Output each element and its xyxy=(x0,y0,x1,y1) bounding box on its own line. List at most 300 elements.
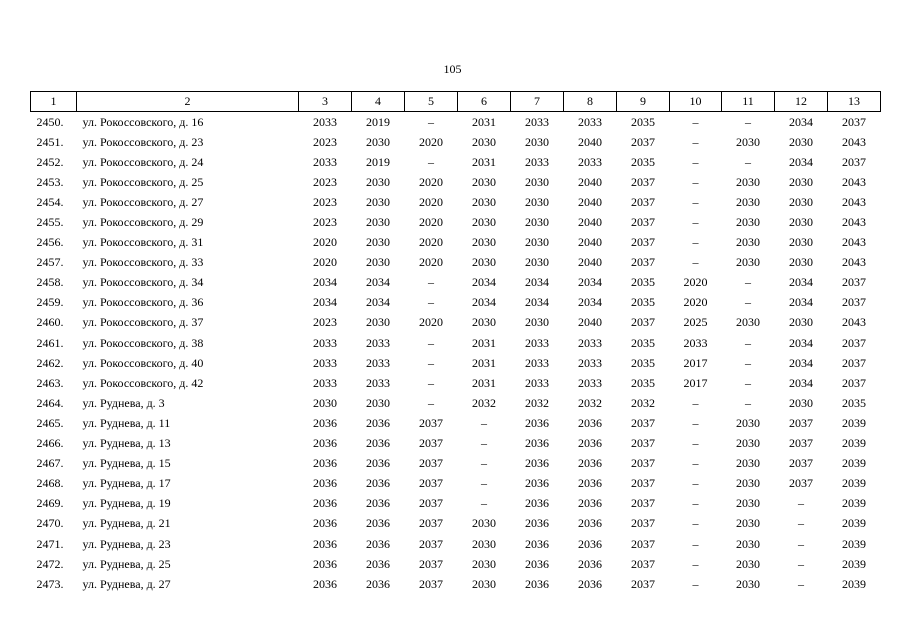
row-number-cell: 2450. xyxy=(36,114,64,129)
column-header: 11 xyxy=(722,92,775,112)
year-cell: 2036 xyxy=(366,476,390,491)
year-cell: 2043 xyxy=(842,235,866,250)
year-cell: 2032 xyxy=(578,395,602,410)
year-cell: 2037 xyxy=(631,556,655,571)
year-cell: 2030 xyxy=(525,194,549,209)
year-cell: 2037 xyxy=(419,576,443,591)
year-cell: 2039 xyxy=(842,415,866,430)
table-row xyxy=(31,313,881,333)
year-cell: 2030 xyxy=(789,235,813,250)
year-cell: 2036 xyxy=(366,436,390,451)
year-cell: – xyxy=(692,134,699,149)
year-cell: 2033 xyxy=(313,375,337,390)
year-cell: – xyxy=(481,436,487,451)
year-cell: 2036 xyxy=(578,496,602,511)
year-cell: 2036 xyxy=(525,436,549,451)
year-cell: – xyxy=(428,395,434,410)
year-cell: 2035 xyxy=(631,355,655,370)
year-cell: 2019 xyxy=(366,154,390,169)
year-cell: 2037 xyxy=(842,275,866,290)
table-row xyxy=(31,212,881,232)
year-cell: 2036 xyxy=(578,576,602,591)
year-cell: 2030 xyxy=(736,315,760,330)
year-cell: – xyxy=(692,174,699,189)
data-table xyxy=(30,91,881,594)
year-cell: 2037 xyxy=(419,476,443,491)
year-cell: 2031 xyxy=(472,154,496,169)
year-cell: 2036 xyxy=(313,536,337,551)
year-cell: 2034 xyxy=(313,295,337,310)
year-cell: 2020 xyxy=(419,134,443,149)
year-cell: 2036 xyxy=(525,456,549,471)
year-cell: 2035 xyxy=(631,335,655,350)
year-cell: 2037 xyxy=(842,355,866,370)
year-cell: 2020 xyxy=(683,295,708,310)
year-cell: 2020 xyxy=(419,315,443,330)
year-cell: 2031 xyxy=(472,114,496,129)
year-cell: – xyxy=(481,496,487,511)
year-cell: 2030 xyxy=(366,255,390,270)
table-row xyxy=(31,333,881,353)
year-cell: – xyxy=(745,275,751,290)
year-cell: 2030 xyxy=(736,476,760,491)
year-cell: 2043 xyxy=(842,215,866,230)
year-cell: – xyxy=(798,496,804,511)
year-cell: 2037 xyxy=(419,556,443,571)
table-row xyxy=(31,554,881,574)
year-cell: 2037 xyxy=(419,516,443,531)
year-cell: 2037 xyxy=(789,456,813,471)
address-cell: ул. Руднева, д. 19 xyxy=(82,496,171,511)
year-cell: 2036 xyxy=(578,456,602,471)
year-cell: 2030 xyxy=(366,215,390,230)
year-cell: – xyxy=(692,415,699,430)
address-cell: ул. Рокоссовского, д. 16 xyxy=(82,114,204,129)
year-cell: 2040 xyxy=(578,174,602,189)
year-cell: 2034 xyxy=(525,275,549,290)
address-cell: ул. Рокоссовского, д. 27 xyxy=(82,194,204,209)
column-header: 3 xyxy=(299,92,352,112)
year-cell: 2033 xyxy=(313,335,337,350)
year-cell: 2030 xyxy=(313,395,337,410)
row-number-cell: 2460. xyxy=(36,315,64,330)
year-cell: 2030 xyxy=(789,134,813,149)
address-cell: ул. Рокоссовского, д. 38 xyxy=(82,335,204,350)
year-cell: 2037 xyxy=(631,235,655,250)
address-cell: ул. Руднева, д. 23 xyxy=(82,536,171,551)
year-cell: 2030 xyxy=(736,194,760,209)
year-cell: – xyxy=(692,114,699,129)
year-cell: – xyxy=(481,415,487,430)
year-cell: 2036 xyxy=(313,556,337,571)
year-cell: 2037 xyxy=(631,476,655,491)
year-cell: 2030 xyxy=(736,415,760,430)
year-cell: 2036 xyxy=(366,516,390,531)
address-cell: ул. Руднева, д. 25 xyxy=(82,556,171,571)
table-row xyxy=(31,112,881,133)
year-cell: 2037 xyxy=(419,496,443,511)
column-header: 13 xyxy=(828,92,881,112)
year-cell: – xyxy=(692,476,699,491)
year-cell: 2035 xyxy=(631,375,655,390)
table-row xyxy=(31,494,881,514)
year-cell: 2036 xyxy=(578,536,602,551)
year-cell: 2037 xyxy=(419,536,443,551)
address-cell: ул. Рокоссовского, д. 34 xyxy=(82,275,204,290)
column-header: 9 xyxy=(617,92,670,112)
year-cell: – xyxy=(798,516,804,531)
row-number-cell: 2464. xyxy=(36,395,64,410)
year-cell: 2030 xyxy=(736,496,760,511)
year-cell: 2017 xyxy=(683,355,708,370)
year-cell: 2040 xyxy=(578,215,602,230)
year-cell: 2043 xyxy=(842,134,866,149)
year-cell: 2030 xyxy=(736,516,760,531)
year-cell: 2037 xyxy=(631,174,655,189)
table-row xyxy=(31,574,881,594)
year-cell: 2020 xyxy=(419,215,443,230)
year-cell: 2034 xyxy=(578,295,602,310)
year-cell: – xyxy=(692,255,699,270)
year-cell: 2037 xyxy=(419,456,443,471)
year-cell: 2037 xyxy=(419,436,443,451)
year-cell: 2039 xyxy=(842,496,866,511)
table-row xyxy=(31,192,881,212)
year-cell: 2036 xyxy=(366,456,390,471)
year-cell: 2037 xyxy=(842,114,866,129)
year-cell: 2034 xyxy=(789,114,813,129)
year-cell: 2037 xyxy=(631,576,655,591)
column-header: 6 xyxy=(458,92,511,112)
address-cell: ул. Руднева, д. 15 xyxy=(82,456,171,471)
year-cell: – xyxy=(692,496,699,511)
year-cell: 2030 xyxy=(472,315,496,330)
year-cell: 2030 xyxy=(736,255,760,270)
row-number-cell: 2463. xyxy=(36,375,64,390)
column-header: 7 xyxy=(511,92,564,112)
year-cell: 2036 xyxy=(578,516,602,531)
year-cell: 2037 xyxy=(631,516,655,531)
year-cell: 2030 xyxy=(736,556,760,571)
year-cell: – xyxy=(692,395,699,410)
year-cell: 2020 xyxy=(419,174,443,189)
year-cell: 2034 xyxy=(313,275,337,290)
year-cell: 2023 xyxy=(313,174,337,189)
year-cell: 2033 xyxy=(313,154,337,169)
year-cell: – xyxy=(745,154,751,169)
table-row xyxy=(31,273,881,293)
row-number-cell: 2457. xyxy=(36,255,64,270)
year-cell: 2037 xyxy=(631,496,655,511)
year-cell: 2035 xyxy=(631,154,655,169)
row-number-cell: 2471. xyxy=(36,536,64,551)
year-cell: 2030 xyxy=(366,134,390,149)
address-cell: ул. Рокоссовского, д. 25 xyxy=(82,174,204,189)
row-number-cell: 2465. xyxy=(36,415,64,430)
year-cell: 2030 xyxy=(472,576,496,591)
address-cell: ул. Рокоссовского, д. 40 xyxy=(82,355,204,370)
year-cell: 2030 xyxy=(366,315,390,330)
year-cell: – xyxy=(745,295,751,310)
year-cell: 2040 xyxy=(578,134,602,149)
year-cell: 2030 xyxy=(736,456,760,471)
row-number-cell: 2453. xyxy=(36,174,64,189)
row-number-cell: 2452. xyxy=(36,154,64,169)
row-number-cell: 2462. xyxy=(36,355,64,370)
year-cell: 2033 xyxy=(366,335,390,350)
year-cell: 2033 xyxy=(578,355,602,370)
year-cell: 2037 xyxy=(789,476,813,491)
year-cell: 2037 xyxy=(419,415,443,430)
year-cell: 2033 xyxy=(578,335,602,350)
table-body xyxy=(31,112,881,595)
column-header: 4 xyxy=(352,92,405,112)
year-cell: 2035 xyxy=(631,295,655,310)
year-cell: 2036 xyxy=(525,516,549,531)
year-cell: 2033 xyxy=(683,335,708,350)
year-cell: 2036 xyxy=(578,415,602,430)
year-cell: 2034 xyxy=(789,295,813,310)
year-cell: 2036 xyxy=(578,436,602,451)
year-cell: 2037 xyxy=(631,415,655,430)
year-cell: – xyxy=(745,114,751,129)
year-cell: 2033 xyxy=(525,114,549,129)
year-cell: 2037 xyxy=(631,456,655,471)
year-cell: 2043 xyxy=(842,194,866,209)
year-cell: 2034 xyxy=(789,335,813,350)
column-header: 1 xyxy=(31,92,77,112)
year-cell: 2030 xyxy=(472,536,496,551)
year-cell: 2043 xyxy=(842,255,866,270)
address-cell: ул. Рокоссовского, д. 24 xyxy=(82,154,204,169)
column-header: 2 xyxy=(77,92,299,112)
address-cell: ул. Руднева, д. 17 xyxy=(82,476,171,491)
year-cell: 2033 xyxy=(578,375,602,390)
table-row xyxy=(31,534,881,554)
table-row xyxy=(31,373,881,393)
year-cell: 2030 xyxy=(736,536,760,551)
year-cell: 2030 xyxy=(366,194,390,209)
year-cell: 2035 xyxy=(842,395,866,410)
year-cell: 2036 xyxy=(313,476,337,491)
year-cell: 2030 xyxy=(472,255,496,270)
year-cell: – xyxy=(428,114,434,129)
year-cell: 2037 xyxy=(842,154,866,169)
year-cell: 2032 xyxy=(631,395,655,410)
row-number-cell: 2467. xyxy=(36,456,64,471)
year-cell: 2030 xyxy=(789,174,813,189)
table-row xyxy=(31,353,881,373)
year-cell: 2036 xyxy=(313,456,337,471)
year-cell: 2031 xyxy=(472,375,496,390)
year-cell: 2034 xyxy=(789,375,813,390)
table-row xyxy=(31,172,881,192)
year-cell: 2036 xyxy=(525,415,549,430)
page-number: 105 xyxy=(443,62,462,76)
year-cell: – xyxy=(798,556,804,571)
year-cell: 2040 xyxy=(578,194,602,209)
year-cell: – xyxy=(428,275,434,290)
year-cell: 2040 xyxy=(578,315,602,330)
address-cell: ул. Руднева, д. 21 xyxy=(82,516,171,531)
row-number-cell: 2469. xyxy=(36,496,64,511)
year-cell: 2033 xyxy=(525,154,549,169)
year-cell: 2037 xyxy=(789,436,813,451)
year-cell: 2030 xyxy=(366,174,390,189)
year-cell: 2020 xyxy=(419,235,443,250)
year-cell: 2036 xyxy=(525,556,549,571)
year-cell: 2037 xyxy=(631,255,655,270)
year-cell: 2037 xyxy=(842,375,866,390)
year-cell: 2037 xyxy=(842,335,866,350)
year-cell: 2030 xyxy=(736,174,760,189)
table-row xyxy=(31,434,881,454)
year-cell: – xyxy=(692,456,699,471)
year-cell: – xyxy=(692,576,699,591)
year-cell: 2036 xyxy=(313,415,337,430)
year-cell: 2036 xyxy=(525,536,549,551)
year-cell: 2039 xyxy=(842,556,866,571)
year-cell: 2030 xyxy=(789,255,813,270)
year-cell: 2030 xyxy=(472,194,496,209)
year-cell: 2036 xyxy=(525,476,549,491)
table-row xyxy=(31,393,881,413)
year-cell: 2039 xyxy=(842,576,866,591)
year-cell: 2031 xyxy=(472,335,496,350)
year-cell: 2020 xyxy=(313,235,337,250)
address-cell: ул. Рокоссовского, д. 42 xyxy=(82,375,204,390)
year-cell: 2019 xyxy=(366,114,390,129)
year-cell: – xyxy=(692,536,699,551)
address-cell: ул. Рокоссовского, д. 37 xyxy=(82,315,204,330)
year-cell: 2036 xyxy=(366,536,390,551)
year-cell: 2025 xyxy=(683,315,708,330)
year-cell: – xyxy=(481,476,487,491)
year-cell: 2037 xyxy=(631,215,655,230)
year-cell: 2043 xyxy=(842,174,866,189)
year-cell: – xyxy=(692,556,699,571)
year-cell: 2036 xyxy=(313,516,337,531)
year-cell: 2036 xyxy=(525,576,549,591)
year-cell: 2030 xyxy=(525,255,549,270)
year-cell: 2023 xyxy=(313,315,337,330)
table-row xyxy=(31,132,881,152)
year-cell: 2030 xyxy=(472,235,496,250)
year-cell: – xyxy=(692,516,699,531)
table-row xyxy=(31,253,881,273)
year-cell: 2030 xyxy=(366,235,390,250)
year-cell: 2034 xyxy=(472,275,496,290)
column-header: 5 xyxy=(405,92,458,112)
year-cell: 2037 xyxy=(631,315,655,330)
address-cell: ул. Руднева, д. 11 xyxy=(82,415,171,430)
column-header: 10 xyxy=(670,92,722,112)
year-cell: 2030 xyxy=(789,315,813,330)
year-cell: 2033 xyxy=(578,114,602,129)
year-cell: 2036 xyxy=(578,476,602,491)
year-cell: 2036 xyxy=(366,496,390,511)
row-number-cell: 2468. xyxy=(36,476,64,491)
year-cell: 2037 xyxy=(842,295,866,310)
year-cell: – xyxy=(481,456,487,471)
table-row xyxy=(31,152,881,172)
table-row xyxy=(31,514,881,534)
year-cell: 2036 xyxy=(366,415,390,430)
year-cell: 2036 xyxy=(313,576,337,591)
year-cell: 2043 xyxy=(842,315,866,330)
year-cell: – xyxy=(745,375,751,390)
address-cell: ул. Рокоссовского, д. 36 xyxy=(82,295,204,310)
year-cell: – xyxy=(692,436,699,451)
year-cell: – xyxy=(428,154,434,169)
year-cell: 2034 xyxy=(472,295,496,310)
year-cell: – xyxy=(745,395,751,410)
year-cell: 2037 xyxy=(631,536,655,551)
year-cell: 2036 xyxy=(313,496,337,511)
year-cell: – xyxy=(428,335,434,350)
year-cell: 2037 xyxy=(789,415,813,430)
table-row xyxy=(31,474,881,494)
year-cell: 2032 xyxy=(472,395,496,410)
year-cell: 2030 xyxy=(736,576,760,591)
year-cell: 2033 xyxy=(366,355,390,370)
year-cell: 2036 xyxy=(578,556,602,571)
year-cell: – xyxy=(428,375,434,390)
year-cell: – xyxy=(692,194,699,209)
year-cell: 2037 xyxy=(631,436,655,451)
year-cell: 2030 xyxy=(525,235,549,250)
year-cell: 2033 xyxy=(313,355,337,370)
table-row xyxy=(31,454,881,474)
year-cell: 2020 xyxy=(419,255,443,270)
year-cell: – xyxy=(798,576,804,591)
year-cell: 2039 xyxy=(842,436,866,451)
address-cell: ул. Руднева, д. 13 xyxy=(82,436,171,451)
year-cell: 2030 xyxy=(472,215,496,230)
year-cell: 2037 xyxy=(631,194,655,209)
column-header: 8 xyxy=(564,92,617,112)
table-row xyxy=(31,293,881,313)
year-cell: – xyxy=(692,215,699,230)
year-cell: 2030 xyxy=(736,215,760,230)
year-cell: 2036 xyxy=(313,436,337,451)
year-cell: 2033 xyxy=(578,154,602,169)
year-cell: 2033 xyxy=(525,335,549,350)
year-cell: 2030 xyxy=(472,556,496,571)
year-cell: 2039 xyxy=(842,456,866,471)
year-cell: 2023 xyxy=(313,194,337,209)
year-cell: 2023 xyxy=(313,215,337,230)
row-number-cell: 2470. xyxy=(36,516,64,531)
year-cell: 2020 xyxy=(313,255,337,270)
year-cell: 2034 xyxy=(578,275,602,290)
year-cell: 2030 xyxy=(789,395,813,410)
row-number-cell: 2451. xyxy=(36,134,64,149)
year-cell: – xyxy=(428,295,434,310)
address-cell: ул. Руднева, д. 3 xyxy=(82,395,165,410)
year-cell: 2036 xyxy=(525,496,549,511)
year-cell: 2020 xyxy=(419,194,443,209)
year-cell: 2023 xyxy=(313,134,337,149)
year-cell: 2034 xyxy=(789,355,813,370)
year-cell: – xyxy=(798,536,804,551)
table-row xyxy=(31,413,881,433)
address-cell: ул. Рокоссовского, д. 31 xyxy=(82,235,204,250)
year-cell: 2036 xyxy=(366,556,390,571)
year-cell: 2030 xyxy=(472,134,496,149)
header-row xyxy=(31,92,881,112)
year-cell: 2030 xyxy=(736,235,760,250)
